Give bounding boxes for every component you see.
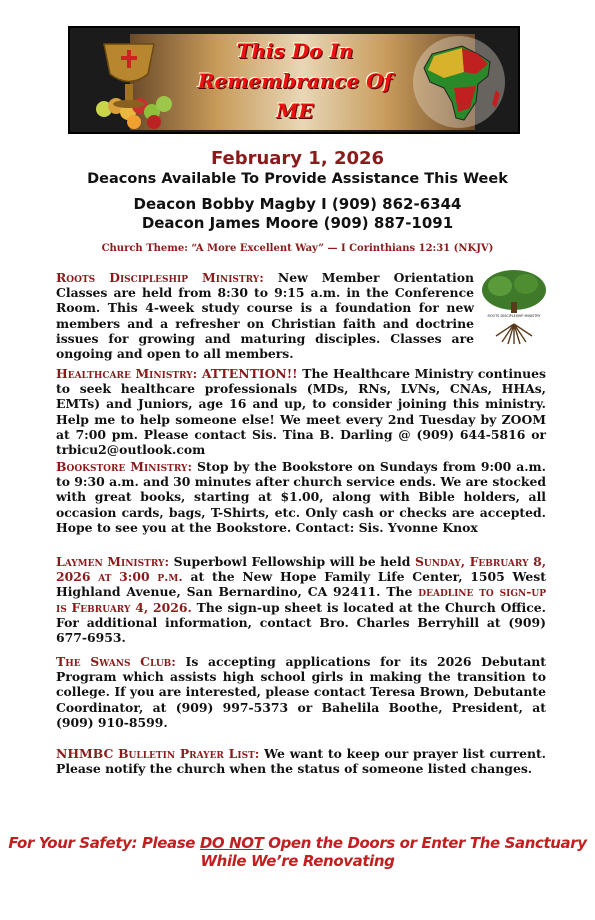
tree-icon bbox=[478, 266, 550, 346]
section-heading: NHMBC Bulletin Prayer List: bbox=[56, 746, 260, 761]
deacons-available-heading: Deacons Available To Provide Assistance This Week bbox=[87, 171, 508, 187]
section-heading: The Swans Club: bbox=[56, 654, 176, 669]
banner-line-1: This Do In bbox=[236, 39, 354, 63]
section-body: We want to keep our prayer list current. Please notify the church when the status of someone listed changes. bbox=[56, 746, 547, 777]
section-heading: Healthcare Ministry: bbox=[56, 366, 198, 381]
section-roots-discipleship bbox=[56, 270, 474, 361]
section-body: Is accepting applications for its 2026 Debutant Program which assists high school girls in making the transition to college. If you are interested, please contact Teresa Brown, Debutante Coordinator, at (909) 997-5373 or Bahelila Boothe, President, at (909) 910-8599. bbox=[56, 654, 546, 730]
deacon-contact-2: Deacon James Moore (909) 887-1091 bbox=[141, 214, 454, 232]
section-heading: Roots Discipleship Ministry: bbox=[56, 270, 264, 285]
tree-caption: ROOTS DISCIPLESHIP MINISTRY bbox=[487, 314, 541, 318]
church-theme: Church Theme: “A More Excellent Way” — I Corinthians 12:31 (NKJV) bbox=[101, 243, 494, 254]
banner-line-3: ME bbox=[276, 99, 314, 123]
banner-title bbox=[170, 36, 420, 126]
section-bookstore bbox=[56, 459, 546, 535]
safety-notice-post: Open the Doors or Enter The Sanctuary While We’re Renovating bbox=[200, 834, 587, 870]
deacon-contact-1: Deacon Bobby Magby I (909) 862-6344 bbox=[133, 195, 462, 213]
chalice-icon bbox=[74, 34, 184, 130]
section-body-1: Superbowl Fellowship will be held bbox=[169, 554, 415, 569]
section-body-3: The sign-up sheet is located at the Church Office. For additional information, contact Bro. Charles Berryhill at (909) 677-6953. bbox=[56, 599, 546, 646]
signup-deadline: deadline to sign-up is February 4, 2026. bbox=[56, 584, 547, 615]
section-body: New Member Orientation Classes are held from 8:30 to 9:15 a.m. in the Conference Room. This 4-week study course is a foundation for new members and a refresher on Christian faith and doctrine issues for growing and maturing disciples. Classes are ongoing and open to all members. bbox=[56, 270, 475, 362]
section-heading: Laymen Ministry: bbox=[56, 554, 170, 569]
section-heading: Bookstore Ministry: bbox=[56, 459, 193, 474]
section-body-2: at the New Hope Family Life Center, 1505 West Highland Avenue, San Bernardino, CA 92411. The bbox=[56, 569, 546, 600]
section-healthcare bbox=[56, 366, 546, 457]
section-prayer-list bbox=[56, 746, 546, 776]
safety-notice-emphasis: DO NOT bbox=[199, 834, 264, 852]
banner-line-2: Remembrance Of bbox=[197, 69, 393, 93]
bulletin-date: February 1, 2026 bbox=[210, 148, 385, 169]
safety-notice bbox=[0, 834, 595, 870]
header-banner bbox=[68, 26, 520, 134]
attention-text: ATTENTION!! bbox=[197, 366, 298, 381]
section-laymen bbox=[56, 554, 546, 645]
section-body: The Healthcare Ministry continues to seek healthcare professionals (MDs, RNs, LVNs, CNAs, HHAs, EMTs) and Juniors, age 16 and up, to consider joining this ministry. Help me to help someone else! We meet every 2nd Tuesday by ZOOM at 7:00 pm. Please contact Sis. Tina B. Darling @ (909) 644-5816 or trbicu2@outlook.com bbox=[56, 366, 546, 458]
event-date: Sunday, February 8, 2026 at 3:00 p.m. bbox=[56, 554, 547, 585]
section-swans-club bbox=[56, 654, 546, 730]
section-body: Stop by the Bookstore on Sundays from 9:00 a.m. to 9:30 a.m. and 30 minutes after church service ends. We are stocked with great books, starting at $1.00, along with Bible holders, all occasion cards, bags, T-Shirts, etc. Only cash or checks are accepted. Hope to see you at the Bookstore. Contact: Sis. Yvonne Knox bbox=[56, 459, 546, 535]
africa-map-icon bbox=[404, 32, 514, 132]
safety-notice-pre: For Your Safety: Please bbox=[8, 834, 200, 852]
